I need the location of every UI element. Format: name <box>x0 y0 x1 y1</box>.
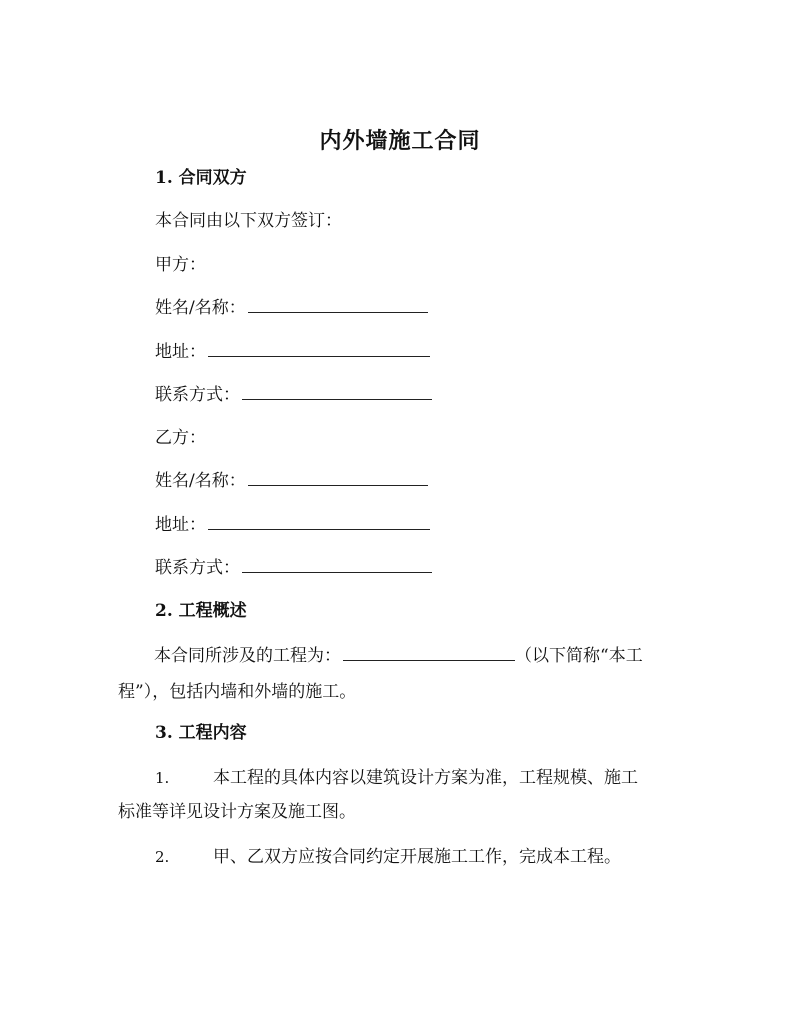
content-item-1-line2: 标准等详见设计方案及施工图。 <box>118 802 356 822</box>
party-b-contact-label: 联系方式： <box>155 558 240 578</box>
section3-heading: 3. 工程内容 <box>155 723 247 743</box>
party-a-address-label: 地址： <box>155 342 206 362</box>
party-a-label: 甲方： <box>155 255 206 275</box>
party-a-contact-label: 联系方式： <box>155 385 240 405</box>
party-b-address-row <box>155 513 430 537</box>
party-a-address-blank[interactable] <box>208 340 430 357</box>
party-b-contact-row <box>155 556 432 580</box>
party-a-address-row <box>155 340 430 364</box>
party-b-name-row <box>155 469 428 493</box>
party-a-contact-blank[interactable] <box>242 383 432 400</box>
party-a-name-blank[interactable] <box>248 296 428 313</box>
section1-heading: 1. 合同双方 <box>155 168 247 188</box>
section2-heading: 2. 工程概述 <box>155 601 247 621</box>
project-overview-paragraph <box>118 638 683 710</box>
project-name-blank[interactable] <box>343 644 515 661</box>
content-item-1-line1 <box>155 766 638 790</box>
party-b-contact-blank[interactable] <box>242 556 432 573</box>
content-item-1-text: 本工程的具体内容以建筑设计方案为准，工程规模、施工 <box>213 768 638 788</box>
content-item-2-number: 2. <box>155 848 170 866</box>
party-b-address-label: 地址： <box>155 515 206 535</box>
party-a-contact-row <box>155 383 432 407</box>
party-a-name-label: 姓名/名称： <box>155 298 246 318</box>
project-overview-text-after: （以下简称“本工程”），包括内墙和外墙的施工。 <box>118 646 643 702</box>
party-b-name-blank[interactable] <box>248 469 428 486</box>
project-overview-text-before: 本合同所涉及的工程为： <box>154 646 341 666</box>
party-b-address-blank[interactable] <box>208 513 430 530</box>
document-title: 内外墙施工合同 <box>319 128 481 154</box>
party-a-name-row <box>155 296 428 320</box>
parties-intro: 本合同由以下双方签订： <box>155 211 342 231</box>
content-item-2 <box>155 845 621 869</box>
content-item-1-number: 1. <box>155 769 170 787</box>
party-b-name-label: 姓名/名称： <box>155 471 246 491</box>
content-item-2-text: 甲、乙双方应按合同约定开展施工工作，完成本工程。 <box>213 847 621 867</box>
party-b-label: 乙方： <box>155 428 206 448</box>
